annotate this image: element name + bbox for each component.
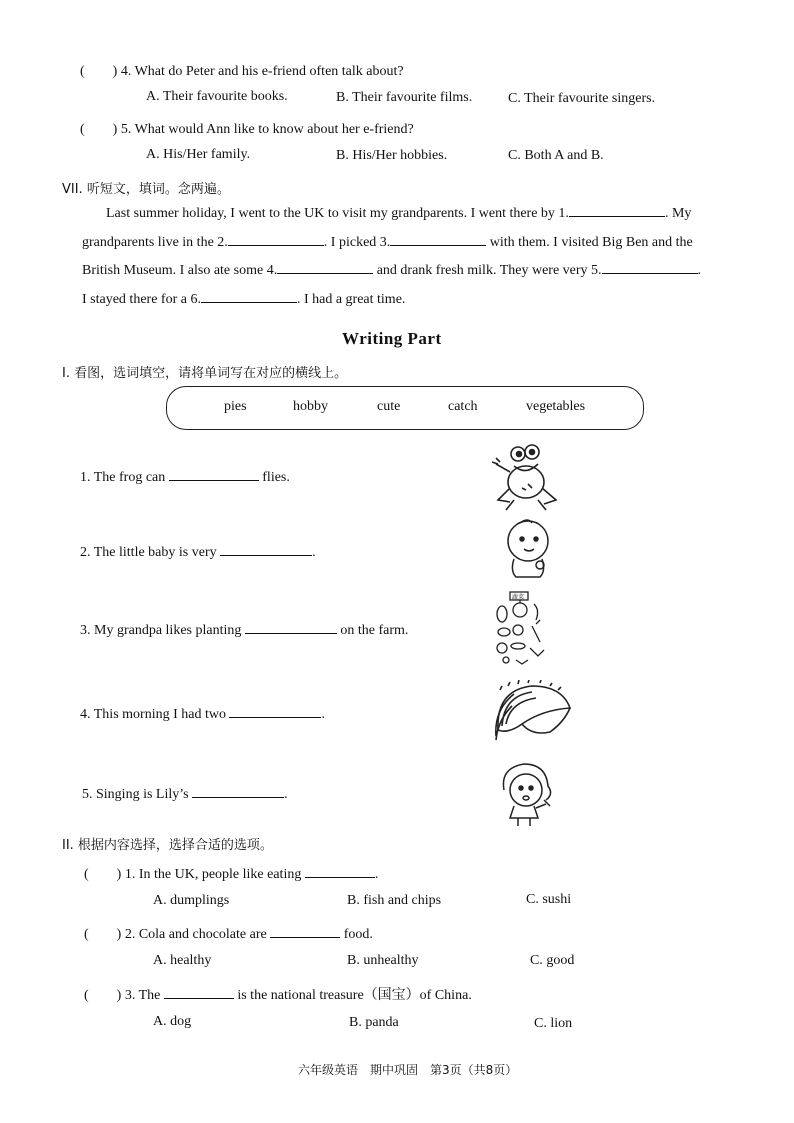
question-number: 4. bbox=[120, 64, 132, 79]
fill-item-1 bbox=[80, 468, 290, 486]
option-c: C. good bbox=[530, 953, 575, 968]
answer-blank[interactable] bbox=[169, 468, 259, 481]
word-bank-item: hobby bbox=[293, 399, 328, 414]
question-text: food. bbox=[340, 927, 373, 942]
item-text: 1. The frog can bbox=[80, 470, 169, 485]
mc-question-1 bbox=[84, 863, 378, 883]
option-c: C. lion bbox=[534, 1016, 573, 1031]
section-heading: II. 根据内容选择，选择合适的选项。 bbox=[62, 838, 273, 853]
answer-blank[interactable] bbox=[270, 925, 340, 938]
option-c: C. Their favourite singers. bbox=[508, 91, 656, 106]
item-text: flies. bbox=[258, 470, 290, 485]
option-c: C. sushi bbox=[526, 892, 572, 907]
item-text: . bbox=[312, 545, 316, 560]
option-a: A. dumplings bbox=[153, 893, 230, 908]
page-footer: 六年级英语 期中巩固 第3页（共8页） bbox=[298, 1063, 518, 1077]
passage-text: and drank fresh milk. They were very 5. bbox=[373, 263, 602, 278]
fill-item-3 bbox=[80, 621, 408, 639]
question-5 bbox=[80, 118, 414, 138]
passage-text: with them. I visited Big Ben and the bbox=[486, 234, 693, 250]
word-bank-item: vegetables bbox=[526, 399, 586, 414]
option-c: C. Both A and B. bbox=[508, 148, 604, 163]
item-text: . bbox=[284, 787, 288, 802]
passage-text: . I picked 3. bbox=[323, 234, 391, 250]
baby-picture bbox=[500, 515, 560, 581]
item-text: 3. My grandpa likes planting bbox=[80, 623, 245, 638]
option-a: A. dog bbox=[153, 1014, 192, 1029]
section-heading: I. 看图，选词填空，请将单词写在对应的横线上。 bbox=[62, 366, 348, 381]
answer-blank[interactable] bbox=[229, 705, 321, 718]
word-bank-item: pies bbox=[224, 399, 247, 414]
option-a: A. Their favourite books. bbox=[146, 89, 288, 104]
option-a: A. His/Her family. bbox=[146, 147, 251, 162]
item-text: 2. The little baby is very bbox=[80, 545, 221, 560]
answer-paren[interactable]: ( ) bbox=[80, 64, 118, 79]
vegetables-picture bbox=[492, 590, 552, 668]
item-text: 5. Singing is Lily’s bbox=[82, 787, 193, 802]
answer-blank[interactable] bbox=[164, 986, 234, 999]
blank-5[interactable] bbox=[602, 261, 698, 274]
veg-label: 蔬菜 bbox=[512, 594, 525, 601]
answer-paren[interactable]: ( ) bbox=[84, 867, 122, 882]
section-heading: VII. 听短文，填词。念两遍。 bbox=[62, 182, 230, 197]
pies-picture bbox=[492, 680, 572, 746]
answer-blank[interactable] bbox=[220, 543, 312, 556]
item-text: . bbox=[321, 707, 325, 722]
question-number: 5. bbox=[120, 122, 132, 137]
girl-singing-picture bbox=[496, 760, 562, 828]
question-text: 2. Cola and chocolate are bbox=[124, 927, 271, 942]
item-text: 4. This morning I had two bbox=[80, 707, 230, 722]
passage bbox=[82, 200, 732, 314]
blank-2[interactable] bbox=[228, 233, 324, 246]
question-text: 1. In the UK, people like eating bbox=[124, 867, 305, 882]
fill-item-4 bbox=[80, 705, 325, 723]
question-text: What would Ann like to know about her e-friend? bbox=[134, 122, 414, 137]
question-text: . bbox=[374, 867, 379, 882]
option-a: A. healthy bbox=[153, 953, 212, 968]
option-b: B. fish and chips bbox=[347, 893, 442, 908]
blank-3[interactable] bbox=[390, 233, 486, 246]
blank-4[interactable] bbox=[277, 261, 373, 274]
fill-item-2 bbox=[80, 543, 316, 561]
option-b: B. panda bbox=[349, 1015, 399, 1030]
question-text: 3. The bbox=[124, 988, 164, 1003]
passage-text: British Museum. I also ate some 4. bbox=[82, 263, 278, 278]
answer-blank[interactable] bbox=[245, 621, 337, 634]
passage-text: I stayed there for a 6. bbox=[82, 291, 201, 307]
answer-blank[interactable] bbox=[192, 785, 284, 798]
item-text: on the farm. bbox=[336, 623, 409, 638]
frog-picture bbox=[488, 440, 566, 512]
passage-text: Last summer holiday, I went to the UK to visit my grandparents. I went there by 1. bbox=[106, 206, 569, 221]
answer-blank[interactable] bbox=[305, 865, 375, 878]
mc-question-2 bbox=[84, 923, 373, 943]
word-bank-item: catch bbox=[448, 399, 478, 414]
mc-question-3 bbox=[84, 984, 472, 1004]
passage-text: . I had a great time. bbox=[296, 291, 406, 307]
blank-6[interactable] bbox=[201, 290, 297, 303]
question-text: What do Peter and his e-friend often talk about? bbox=[134, 64, 404, 79]
word-bank-item: cute bbox=[377, 399, 401, 414]
question-text: is the national treasure（国宝）of China. bbox=[233, 988, 472, 1003]
option-b: B. Their favourite films. bbox=[336, 90, 473, 105]
passage-text: . My bbox=[664, 206, 692, 221]
writing-title: Writing Part bbox=[342, 329, 442, 348]
passage-text: grandparents live in the 2. bbox=[82, 234, 228, 250]
word-bank bbox=[166, 386, 644, 430]
answer-paren[interactable]: ( ) bbox=[84, 927, 122, 942]
answer-paren[interactable]: ( ) bbox=[84, 988, 122, 1003]
option-b: B. His/Her hobbies. bbox=[336, 148, 448, 163]
passage-text: . bbox=[697, 263, 702, 278]
answer-paren[interactable]: ( ) bbox=[80, 122, 118, 137]
question-4 bbox=[80, 60, 404, 80]
blank-1[interactable] bbox=[569, 204, 665, 217]
fill-item-5 bbox=[82, 785, 288, 803]
option-b: B. unhealthy bbox=[347, 953, 419, 968]
